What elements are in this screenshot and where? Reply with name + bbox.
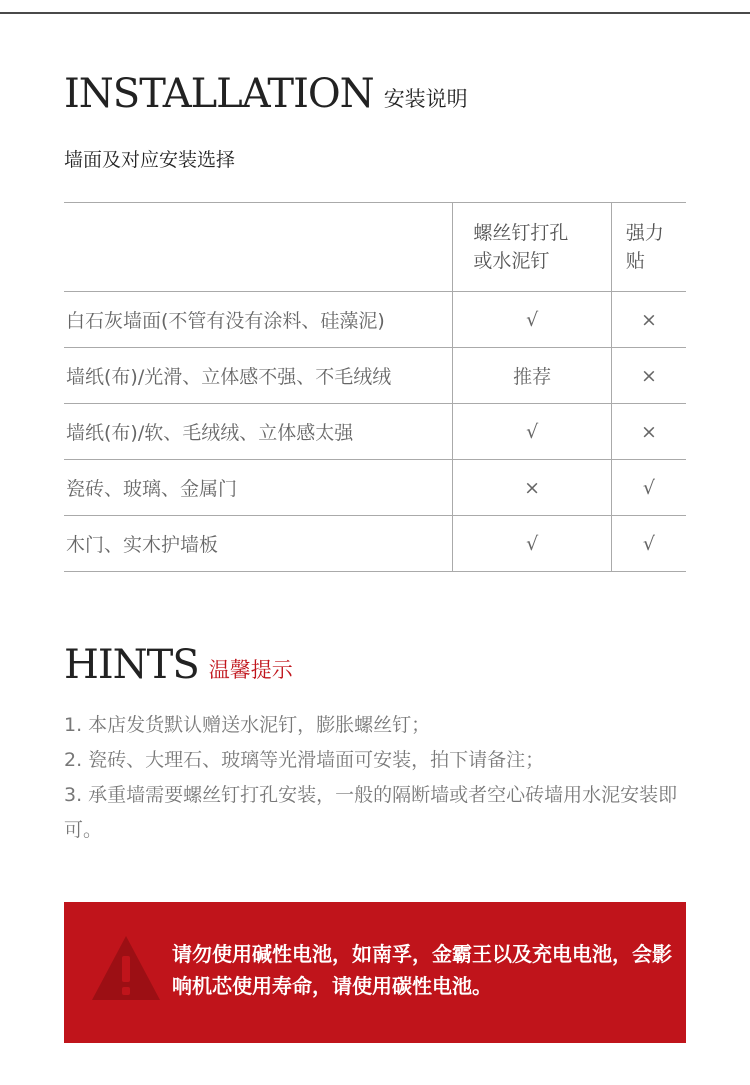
screw-nail-cell: 推荐: [453, 348, 612, 404]
screw-nail-cell: √: [453, 292, 612, 348]
header-wall-type: [64, 203, 453, 292]
adhesive-cell: √: [611, 460, 686, 516]
table-row: [64, 348, 686, 404]
table-row: [64, 404, 686, 460]
hints-title-cn: 温馨提示: [208, 658, 293, 682]
header-screw-nail: [453, 203, 612, 292]
header-adhesive: [611, 203, 686, 292]
table-row: [64, 460, 686, 516]
hint-item: 2. 瓷砖、大理石、玻璃等光滑墙面可安装，拍下请备注；: [64, 749, 545, 771]
adhesive-cell: √: [611, 516, 686, 572]
table-row: [64, 516, 686, 572]
adhesive-cell: ×: [611, 292, 686, 348]
wall-type-cell: 木门、实木护墙板: [64, 516, 453, 572]
table-header-row: [64, 203, 686, 292]
table-row: [64, 292, 686, 348]
screw-nail-cell: ×: [453, 460, 612, 516]
installation-heading: [64, 71, 468, 117]
wall-type-cell: 墙纸(布)/软、毛绒绒、立体感太强: [64, 404, 453, 460]
header-adhesive-line2: 贴: [625, 250, 645, 272]
adhesive-cell: ×: [611, 348, 686, 404]
top-divider: [0, 0, 750, 14]
hints-list: [64, 708, 684, 848]
header-screw-nail-line1: 螺丝钉打孔: [473, 222, 569, 244]
wall-type-cell: 瓷砖、玻璃、金属门: [64, 460, 453, 516]
battery-warning-banner: [64, 902, 686, 1043]
wall-compatibility-table: [64, 202, 686, 572]
adhesive-cell: ×: [611, 404, 686, 460]
hints-heading: [64, 642, 293, 688]
wall-type-cell: 墙纸(布)/光滑、立体感不强、不毛绒绒: [64, 348, 453, 404]
header-screw-nail-line2: 或水泥钉: [473, 250, 550, 272]
installation-title-cn: 安装说明: [383, 87, 468, 111]
screw-nail-cell: √: [453, 404, 612, 460]
warning-triangle-icon: [88, 930, 164, 1006]
installation-title-en: INSTALLATION: [64, 71, 374, 117]
header-adhesive-line1: 强力: [625, 222, 664, 244]
wall-type-cell: 白石灰墙面(不管有没有涂料、硅藻泥): [64, 292, 453, 348]
hint-item: 3. 承重墙需要螺丝钉打孔安装，一般的隔断墙或者空心砖墙用水泥安装即可。: [64, 784, 678, 841]
hint-item: 1. 本店发货默认赠送水泥钉，膨胀螺丝钉；: [64, 714, 431, 736]
battery-warning-text: 请勿使用碱性电池，如南孚，金霸王以及充电电池，会影响机芯使用寿命，请使用碳性电池。: [172, 942, 672, 998]
installation-subtitle: 墙面及对应安装选择: [64, 149, 236, 171]
screw-nail-cell: √: [453, 516, 612, 572]
hints-title-en: HINTS: [64, 642, 199, 688]
